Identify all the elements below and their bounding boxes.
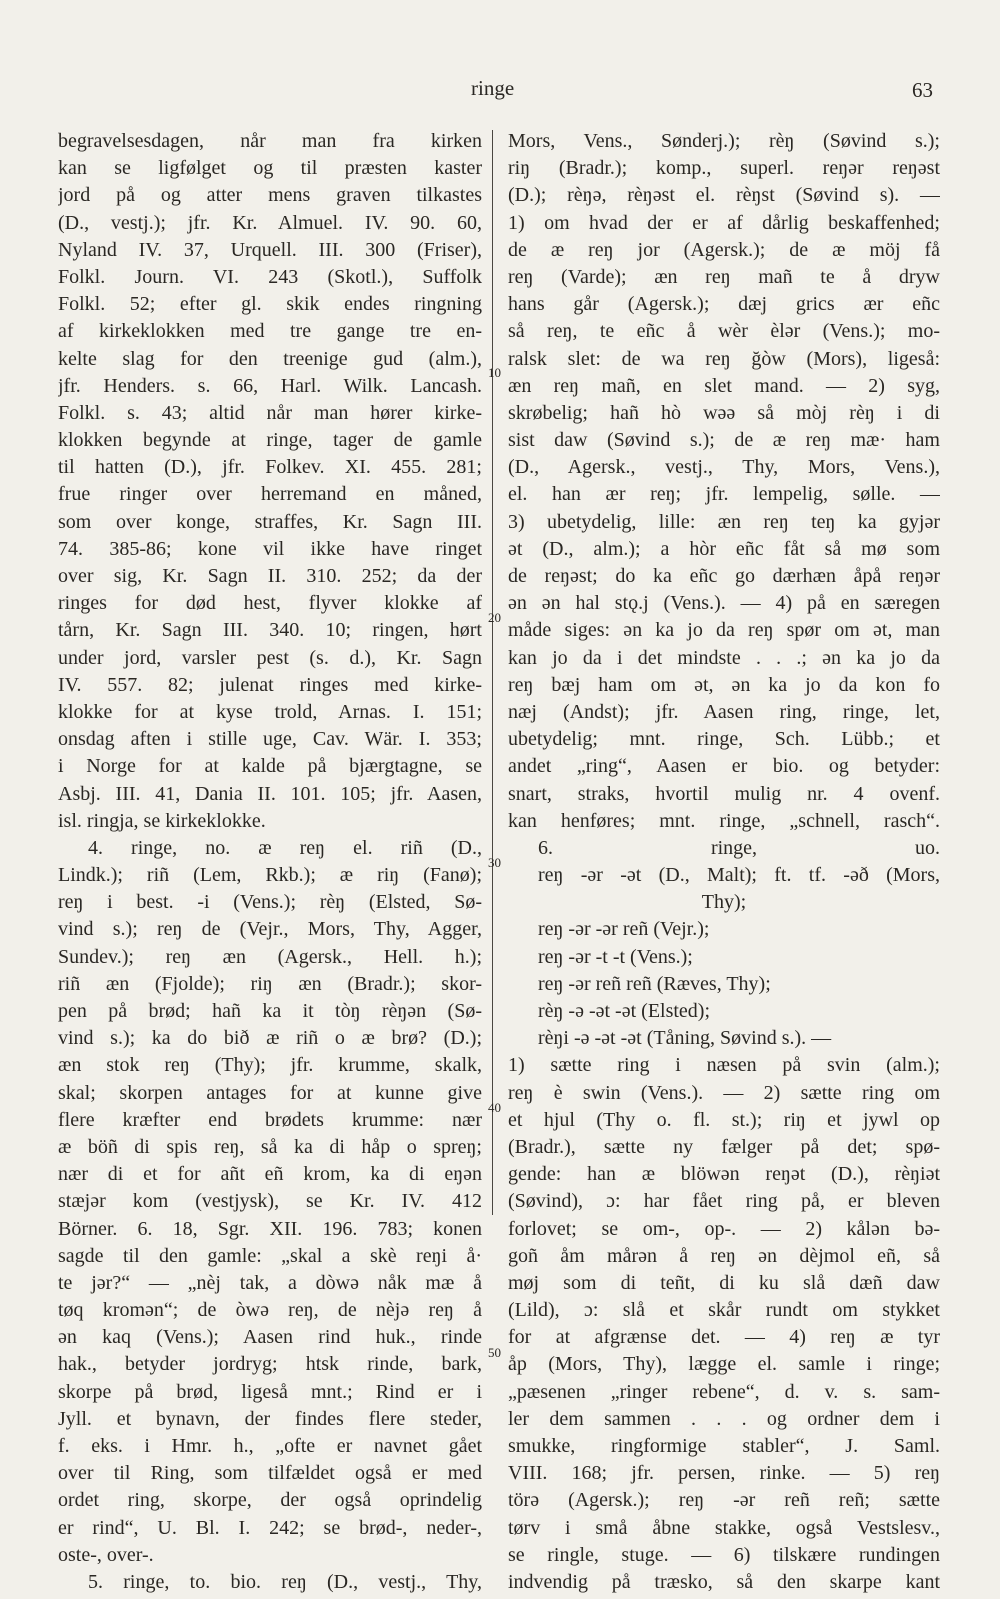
text-line: isl. ringja, se kirkeklokke. — [58, 809, 266, 832]
text-line: måde siges: ən ka jo da reŋ spør om ət, man — [508, 619, 940, 642]
text-line: ən kaq (Vens.); Aasen rind huk., rinde — [58, 1326, 482, 1349]
text-line: over sig, Kr. Sagn II. 310. 252; da der — [58, 565, 482, 587]
text-line: gende: han æ blöwən reŋət (D.), rèŋiət — [508, 1163, 940, 1186]
text-line: 6. ringe, uo. — [538, 836, 940, 859]
text-line: kan se ligfølget og til præsten kaster — [58, 157, 482, 180]
text-line: ordet ring, skorpe, der også oprindelig — [58, 1489, 482, 1512]
text-line: Thy); — [701, 891, 747, 914]
text-line: reŋ i best. -i (Vens.); rèŋ (Elsted, Sø- — [58, 891, 482, 914]
text-line: Mors, Vens., Sønderj.); rèŋ (Søvind s.); — [508, 130, 940, 152]
text-line: Folkl. Journ. VI. 243 (Skotl.), Suffolk — [58, 265, 482, 288]
line-number-10: 10 — [488, 365, 501, 380]
text-line: VIII. 168; jfr. persen, rinke. — 5) reŋ — [508, 1462, 940, 1485]
text-line: kan henføres; mnt. ringe, „schnell, rasch“. — [508, 809, 940, 832]
text-line: (D.); rèŋə, rèŋəst el. rèŋst (Søvind s). — — [508, 184, 940, 207]
text-line: se ringle, stuge. — 6) tilskære rundingen — [508, 1543, 940, 1566]
text-line: rèŋ -ə -ət -ət (Elsted); — [538, 1000, 711, 1022]
text-line: jfr. Henders. s. 66, Harl. Wilk. Lancash. — [58, 374, 482, 397]
text-line: reŋ è swin (Vens.). — 2) sætte ring om — [508, 1081, 940, 1104]
text-line: ler dem sammen . . . og ordner dem i — [508, 1407, 940, 1430]
text-line: Nyland IV. 37, Urquell. III. 300 (Friser), — [58, 238, 482, 261]
text-line: åp (Mors, Thy), lægge el. samle i ringe; — [508, 1353, 940, 1376]
text-line: törə (Agersk.); reŋ -ər reñ reñ; sætte — [508, 1489, 940, 1512]
line-number-20: 20 — [488, 610, 501, 625]
text-line: æn reŋ mañ, en slet mand. — 2) syg, — [508, 374, 940, 397]
text-line: pen på brød; hañ ka it tòŋ rèŋən (Sø- — [58, 1000, 482, 1022]
text-line: kan jo da i det mindste . . .; ən ka jo da — [508, 646, 940, 669]
text-line: onsdag aften i stille uge, Cav. Wär. I. 353; — [58, 728, 482, 751]
text-line: reŋ -ər -ər reñ (Vejr.); — [538, 918, 710, 941]
text-line: Folkl. 52; efter gl. skik endes ringning — [58, 293, 482, 316]
text-line: sagde til den gamle: „skal a skè reŋi å· — [58, 1244, 482, 1267]
text-line: for at afgrænse det. — 4) reŋ æ tyr — [508, 1326, 940, 1349]
text-line: hans går (Agersk.); dæj grics ær eñc — [508, 293, 940, 316]
text-line: (D., vestj.); jfr. Kr. Almuel. IV. 90. 60, — [58, 211, 482, 234]
text-line: er rind“, U. Bl. I. 242; se brød-, neder-, — [58, 1516, 482, 1539]
text-line: vind s.); reŋ de (Vejr., Mors, Thy, Agger, — [58, 918, 482, 941]
text-line: Asbj. III. 41, Dania II. 101. 105; jfr. Aasen, — [58, 782, 482, 805]
text-line: til hatten (D.), jfr. Folkev. XI. 455. 281; — [58, 456, 482, 479]
text-line: over til Ring, som tilfældet også er med — [58, 1462, 482, 1485]
text-line: andet „ring“, Aasen er bio. og betyder: — [508, 755, 940, 778]
text-line: stæjər kom (vestjysk), se Kr. IV. 412 — [58, 1190, 482, 1213]
text-line: rèŋi -ə -ət -ət (Tåning, Søvind s.). — — [538, 1027, 832, 1050]
page-header — [0, 76, 1000, 110]
text-line: smukke, ringformige stabler“, J. Saml. — [508, 1435, 940, 1457]
text-line: (Lild), ɔ: slå et skår rundt om stykket — [508, 1299, 940, 1322]
line-number-40: 40 — [488, 1100, 501, 1115]
text-line: reŋ -ər -t -t (Vens.); — [538, 945, 693, 968]
text-line: et hjul (Thy o. fl. st.); riŋ et jywl op — [508, 1108, 940, 1131]
text-line: 74. 385-86; kone vil ikke have ringet — [58, 537, 482, 560]
text-line: tørv i små åbne stakke, også Vestslesv., — [508, 1516, 940, 1539]
text-line: reŋ -ər -ət (D., Malt); ft. tf. -əð (Mors, — [538, 864, 940, 887]
text-line: begravelsesdagen, når man fra kirken — [58, 130, 482, 152]
right-column — [508, 128, 940, 1596]
text-line: reŋ (Varde); æn reŋ mañ te å dryw — [508, 265, 940, 288]
text-line: skal; skorpen antages for at kunne give — [58, 1081, 482, 1104]
text-line: oste-, over-. — [58, 1543, 154, 1566]
text-line: flere kræfter end brødets krumme: nær — [58, 1108, 482, 1131]
text-line: tøq kromən“; de òwə reŋ, de nèjə reŋ å — [58, 1299, 482, 1322]
text-line: skrøbelig; hañ hò wəə så mòj rèŋ i di — [508, 401, 940, 424]
text-line: æn stok reŋ (Thy); jfr. krumme, skalk, — [58, 1054, 482, 1077]
text-line: 1) om hvad der er af dårlig beskaffenhed; — [508, 211, 940, 234]
text-line: Folkl. s. 43; altid når man hører kirke- — [58, 401, 482, 424]
text-line: skorpe på brød, ligeså mnt.; Rind er i — [58, 1380, 482, 1403]
text-line: ət (D., alm.); a hòr eñc fåt så mø som — [508, 537, 940, 560]
text-line: te jər?“ — „nèj tak, a dòwə nåk mæ å — [58, 1271, 482, 1294]
text-line: ringes for død hest, flyver klokke af — [58, 592, 482, 615]
running-head: ringe — [471, 76, 515, 100]
text-line: riñ æn (Fjolde); riŋ æn (Bradr.); skor- — [58, 972, 482, 995]
column-divider — [492, 130, 493, 1215]
text-line: klokke for at kyse trold, Arnas. I. 151; — [58, 700, 482, 723]
text-line: 1) sætte ring i næsen på svin (alm.); — [508, 1054, 940, 1077]
text-line: klokken begynde at ringe, tager de gamle — [58, 429, 482, 452]
text-line: ən ən hal stǫ.j (Vens.). — 4) på en særegen — [508, 592, 940, 615]
text-line: de reŋəst; do ka eñc go dærhæn åpå reŋər — [508, 565, 940, 587]
text-line: så reŋ, te eñc å wèr èlər (Vens.); mo- — [508, 320, 940, 343]
text-line: hak., betyder jordryg; htsk rinde, bark, — [58, 1353, 482, 1376]
line-number-30: 30 — [488, 855, 501, 870]
text-line: indvendig på træsko, så den skarpe kant — [508, 1570, 940, 1593]
text-line: Jyll. et bynavn, der findes flere steder, — [58, 1407, 482, 1430]
text-line: nær di et for añt eñ krom, ka di eŋən — [58, 1163, 482, 1186]
text-line: Lindk.); riñ (Lem, Rkb.); æ riŋ (Fanø); — [58, 864, 482, 887]
text-line: af kirkeklokken med tre gange tre en- — [58, 320, 482, 343]
text-line: riŋ (Bradr.); komp., superl. reŋər reŋəst — [508, 157, 940, 180]
text-line: tårn, Kr. Sagn III. 340. 10; ringen, hørt — [58, 619, 482, 642]
text-line: de æ reŋ jor (Agersk.); de æ möj få — [508, 238, 940, 261]
text-line: el. han ær reŋ; jfr. lempelig, sølle. — — [508, 483, 940, 506]
text-line: forlovet; se om-, op-. — 2) kålən bə- — [508, 1217, 940, 1240]
text-line: reŋ -ər reñ reñ (Ræves, Thy); — [538, 972, 771, 995]
left-column — [58, 128, 482, 1596]
text-line: f. eks. i Hmr. h., „ofte er navnet gået — [58, 1435, 482, 1457]
text-line: møj som di teñt, di ku slå dæñ daw — [508, 1271, 940, 1294]
line-number-50: 50 — [488, 1345, 501, 1360]
text-line: Börner. 6. 18, Sgr. XII. 196. 783; konen — [58, 1217, 482, 1240]
text-line: (Søvind), ɔ: har fået ring på, er bleven — [508, 1190, 940, 1213]
text-line: sist daw (Søvind s.); de æ reŋ mæ· ham — [508, 429, 940, 452]
text-line: ubetydelig; mnt. ringe, Sch. Lübb.; et — [508, 728, 940, 751]
text-line: goñ åm mårən å reŋ ən dèjmol eñ, så — [508, 1244, 940, 1267]
text-line: jord på og atter mens graven tilkastes — [58, 184, 482, 207]
text-line: reŋ bæj ham om ət, ən ka jo da kon fo — [508, 673, 940, 696]
text-line: „pæsenen „ringer rebene“, d. v. s. sam- — [508, 1380, 940, 1403]
text-line: ralsk slet: de wa reŋ ğòw (Mors), ligeså: — [508, 347, 940, 370]
text-line: IV. 557. 82; julenat ringes med kirke- — [58, 673, 482, 696]
text-line: (D., Agersk., vestj., Thy, Mors, Vens.), — [508, 456, 940, 479]
text-line: Sundev.); reŋ æn (Agersk., Hell. h.); — [58, 945, 482, 968]
text-line: 4. ringe, no. æ reŋ el. riñ (D., — [88, 836, 482, 859]
text-line: kelte slag for den treenige gud (alm.), — [58, 347, 482, 370]
text-line: 5. ringe, to. bio. reŋ (D., vestj., Thy, — [88, 1570, 482, 1593]
text-line: som over konge, straffes, Kr. Sagn III. — [58, 510, 482, 533]
text-line: vind s.); ka do bið æ riñ o æ brø? (D.); — [58, 1027, 482, 1050]
text-line: frue ringer over herremand en måned, — [58, 483, 482, 506]
text-line: æ böñ di spis reŋ, så ka di håp o spreŋ; — [58, 1135, 482, 1158]
text-line: snart, straks, hvortil mulig nr. 4 ovenf. — [508, 782, 940, 805]
text-line: næj (Andst); jfr. Aasen ring, ringe, let, — [508, 700, 940, 723]
text-line: 3) ubetydelig, lille: æn reŋ teŋ ka gyjər — [508, 510, 940, 533]
text-line: i Norge for at kalde på bjærgtagne, se — [58, 755, 482, 778]
page-number: 63 — [912, 78, 933, 102]
text-line: (Bradr.), sætte ny fælger på det; spø- — [508, 1135, 940, 1158]
text-line: under jord, varsler pest (s. d.), Kr. Sagn — [58, 646, 482, 669]
